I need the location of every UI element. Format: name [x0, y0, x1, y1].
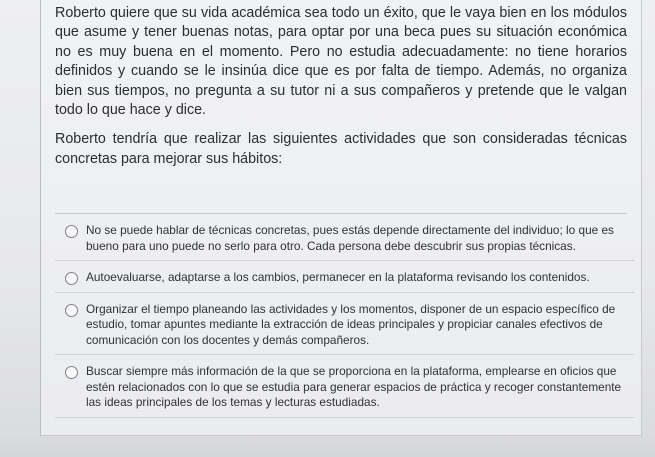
answer-option-2[interactable]	[55, 261, 635, 293]
question-paragraph-context: Roberto quiere que su vida académica sea todo un éxito, que le vaya bien en los módulos que asume y tener buenas notas, para optar por una beca pues su situación económica no es muy buena en el momento. Pero no estudia adecuadamente: no tiene horarios definidos y cuando se le insinúa dice que es por falta de tiempo. Además, no organiza bien sus tiempos, no pregunta a su tutor ni a sus compañeros y pretende que le valgan todo lo que hace y dice.	[55, 5, 627, 119]
answer-option-3[interactable]	[55, 293, 635, 356]
quiz-question-panel	[40, 0, 642, 436]
answer-option-label: Autoevaluarse, adaptarse a los cambios, permanecer en la plataforma revisando los contenidos.	[86, 270, 590, 284]
answer-option-1[interactable]	[55, 214, 635, 261]
answer-option-label: Buscar siempre más información de la que se proporciona en la plataforma, emplearse en oficios que estén relacionados con lo que se estudia para generar espacios de práctica y recoger constantemente las ideas principales de los temas y lecturas estudiadas.	[86, 364, 622, 409]
answer-option-4[interactable]	[55, 355, 635, 418]
radio-button-icon[interactable]	[65, 366, 78, 379]
answer-option-label: No se puede hablar de técnicas concretas, pues estás depende directamente del individuo; lo que es bueno para uno puede no serlo para otro. Cada persona debe descubrir sus propias técnicas.	[86, 223, 614, 253]
radio-button-icon[interactable]	[65, 272, 78, 285]
answer-options	[55, 214, 635, 418]
radio-button-icon[interactable]	[65, 304, 78, 317]
question-statement	[55, 4, 627, 179]
question-paragraph-prompt: Roberto tendría que realizar las siguientes actividades que son consideradas técnicas concretas para mejorar sus hábitos:	[55, 131, 627, 167]
screen-bottom-edge	[0, 433, 655, 457]
radio-button-icon[interactable]	[65, 225, 78, 238]
answer-option-label: Organizar el tiempo planeando las actividades y los momentos, disponer de un espacio específico de estudio, tomar apuntes mediante la extracción de ideas principales y propiciar canales efectivos de comunicación con los docentes y demás compañeros.	[86, 301, 616, 347]
